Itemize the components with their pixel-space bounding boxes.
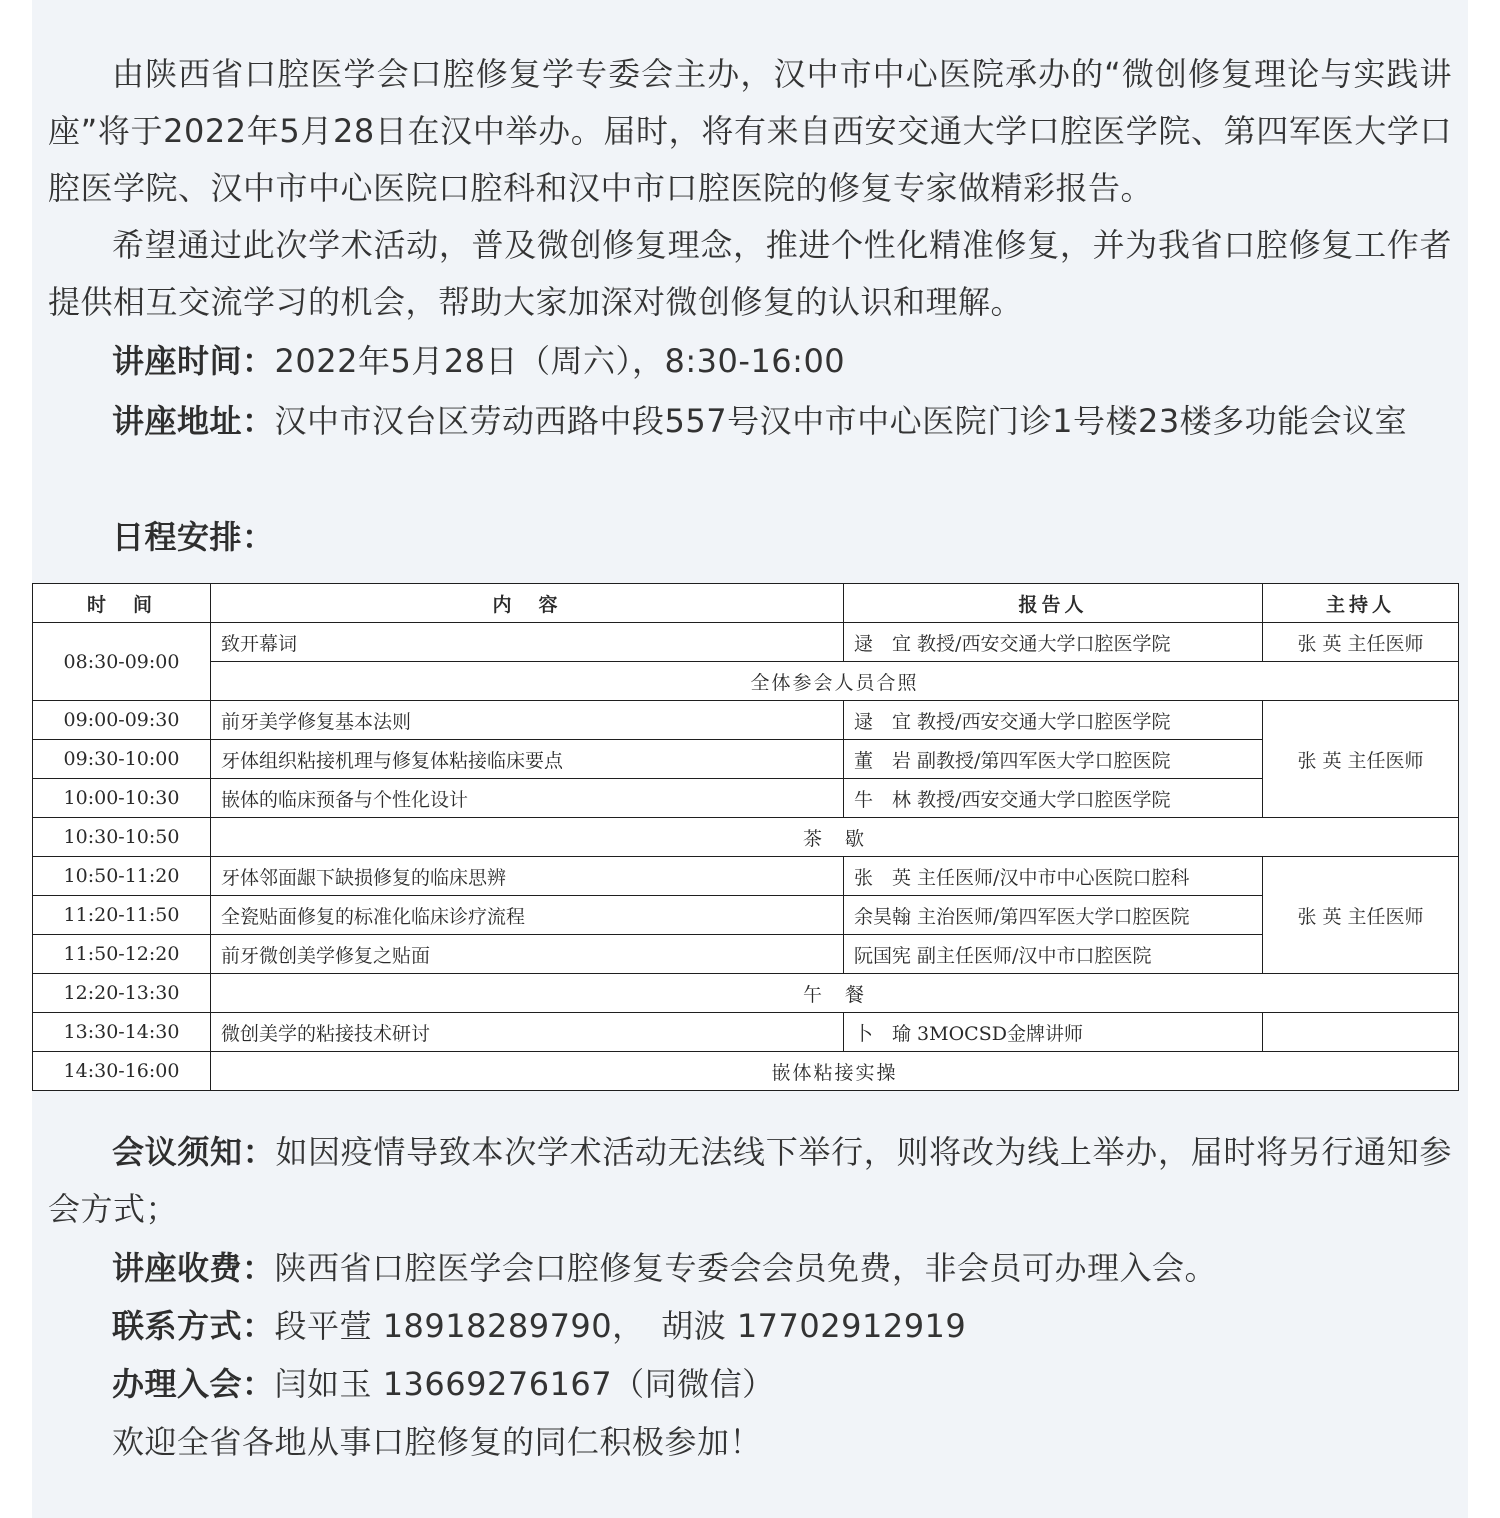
cell-time: 09:00-09:30 xyxy=(33,701,211,740)
cell-time: 10:00-10:30 xyxy=(33,779,211,818)
cell-lunch: 午 餐 xyxy=(211,974,1459,1013)
schedule-heading xyxy=(48,509,1452,566)
table-row xyxy=(33,779,1459,818)
cell-time: 10:50-11:20 xyxy=(33,857,211,896)
cell-host: 张 英 主任医师 xyxy=(1263,857,1459,974)
membership-join-value: 闫如玉 13669276167（同微信） xyxy=(274,1365,775,1403)
cell-tea-break: 茶 歇 xyxy=(211,818,1459,857)
cell-content: 牙体组织粘接机理与修复体粘接临床要点 xyxy=(211,740,844,779)
cell-content: 微创美学的粘接技术研讨 xyxy=(211,1013,844,1052)
intro-paragraph-1: 由陕西省口腔医学会口腔修复学专委会主办，汉中市中心医院承办的“微创修复理论与实践讲座”将于2022年5月28日在汉中举办。届时，将有来自西安交通大学口腔医学院、第四军医大学口腔医学院、汉中市中心医院口腔科和汉中市口腔医院的修复专家做精彩报告。 xyxy=(48,55,1452,207)
cell-host: 张 英 主任医师 xyxy=(1263,623,1459,662)
lecture-address xyxy=(48,393,1452,450)
cell-content: 牙体邻面龈下缺损修复的临床思辨 xyxy=(211,857,844,896)
meeting-notice-value: 如因疫情导致本次学术活动无法线下举行，则将改为线上举办，届时将另行通知参会方式； xyxy=(48,1133,1452,1228)
cell-time: 12:20-13:30 xyxy=(33,974,211,1013)
cell-time: 08:30-09:00 xyxy=(33,623,211,701)
lecture-address-label: 讲座地址： xyxy=(112,402,275,440)
article-page xyxy=(32,0,1468,1518)
cell-time: 10:30-10:50 xyxy=(33,818,211,857)
cell-content: 致开幕词 xyxy=(211,623,844,662)
table-row xyxy=(33,1052,1459,1091)
cell-speaker: 阮国宪 副主任医师/汉中市口腔医院 xyxy=(844,935,1263,974)
cell-speaker: 逯 宜 教授/西安交通大学口腔医学院 xyxy=(844,701,1263,740)
schedule-table xyxy=(32,583,1459,1091)
cell-speaker: 逯 宜 教授/西安交通大学口腔医学院 xyxy=(844,623,1263,662)
lecture-address-value: 汉中市汉台区劳动西路中段557号汉中市中心医院门诊1号楼23楼多功能会议室 xyxy=(274,402,1408,440)
lecture-fee xyxy=(48,1240,1452,1297)
meeting-notice xyxy=(48,1124,1452,1238)
table-row xyxy=(33,1013,1459,1052)
cell-content: 前牙美学修复基本法则 xyxy=(211,701,844,740)
table-row xyxy=(33,701,1459,740)
table-row xyxy=(33,740,1459,779)
table-row xyxy=(33,935,1459,974)
header-host: 主持人 xyxy=(1263,584,1459,623)
header-speaker: 报告人 xyxy=(844,584,1263,623)
lecture-time-value: 2022年5月28日（周六），8:30-16:00 xyxy=(274,342,846,380)
lecture-fee-label: 讲座收费： xyxy=(112,1249,275,1287)
contact-info xyxy=(48,1298,1452,1355)
intro-paragraph-2: 希望通过此次学术活动，普及微创修复理念，推进个性化精准修复，并为我省口腔修复工作者提供相互交流学习的机会，帮助大家加深对微创修复的认识和理解。 xyxy=(48,226,1452,321)
table-row xyxy=(33,623,1459,662)
header-time: 时 间 xyxy=(33,584,211,623)
cell-content: 嵌体的临床预备与个性化设计 xyxy=(211,779,844,818)
cell-speaker: 牛 林 教授/西安交通大学口腔医学院 xyxy=(844,779,1263,818)
cell-speaker: 张 英 主任医师/汉中市中心医院口腔科 xyxy=(844,857,1263,896)
cell-time: 13:30-14:30 xyxy=(33,1013,211,1052)
table-row xyxy=(33,896,1459,935)
membership-join-label: 办理入会： xyxy=(112,1365,275,1403)
cell-time: 11:50-12:20 xyxy=(33,935,211,974)
cell-inlay-practice: 嵌体粘接实操 xyxy=(211,1052,1459,1091)
cell-speaker: 余昊翰 主治医师/第四军医大学口腔医院 xyxy=(844,896,1263,935)
meeting-notice-label: 会议须知： xyxy=(112,1133,276,1171)
lecture-time xyxy=(48,333,1452,390)
contact-info-label: 联系方式： xyxy=(112,1307,275,1345)
cell-speaker: 董 岩 副教授/第四军医大学口腔医院 xyxy=(844,740,1263,779)
table-row xyxy=(33,974,1459,1013)
cell-time: 09:30-10:00 xyxy=(33,740,211,779)
cell-time: 14:30-16:00 xyxy=(33,1052,211,1091)
membership-join xyxy=(48,1356,1452,1413)
cell-time: 11:20-11:50 xyxy=(33,896,211,935)
contact-info-value: 段平萱 18918289790， 胡波 17702912919 xyxy=(274,1307,967,1345)
table-row xyxy=(33,662,1459,701)
table-row xyxy=(33,857,1459,896)
cell-content: 全瓷贴面修复的标准化临床诊疗流程 xyxy=(211,896,844,935)
lecture-time-label: 讲座时间： xyxy=(112,342,275,380)
schedule-heading-label: 日程安排： xyxy=(112,518,275,556)
table-header-row xyxy=(33,584,1459,623)
cell-speaker: 卜 瑜 3MOCSD金牌讲师 xyxy=(844,1013,1263,1052)
table-row xyxy=(33,818,1459,857)
cell-host xyxy=(1263,1013,1459,1052)
welcome-text: 欢迎全省各地从事口腔修复的同仁积极参加！ xyxy=(112,1423,763,1461)
lecture-fee-value: 陕西省口腔医学会口腔修复专委会会员免费，非会员可办理入会。 xyxy=(274,1249,1218,1287)
cell-content: 前牙微创美学修复之贴面 xyxy=(211,935,844,974)
cell-host: 张 英 主任医师 xyxy=(1263,701,1459,818)
header-content: 内 容 xyxy=(211,584,844,623)
cell-group-photo: 全体参会人员合照 xyxy=(211,662,1459,701)
